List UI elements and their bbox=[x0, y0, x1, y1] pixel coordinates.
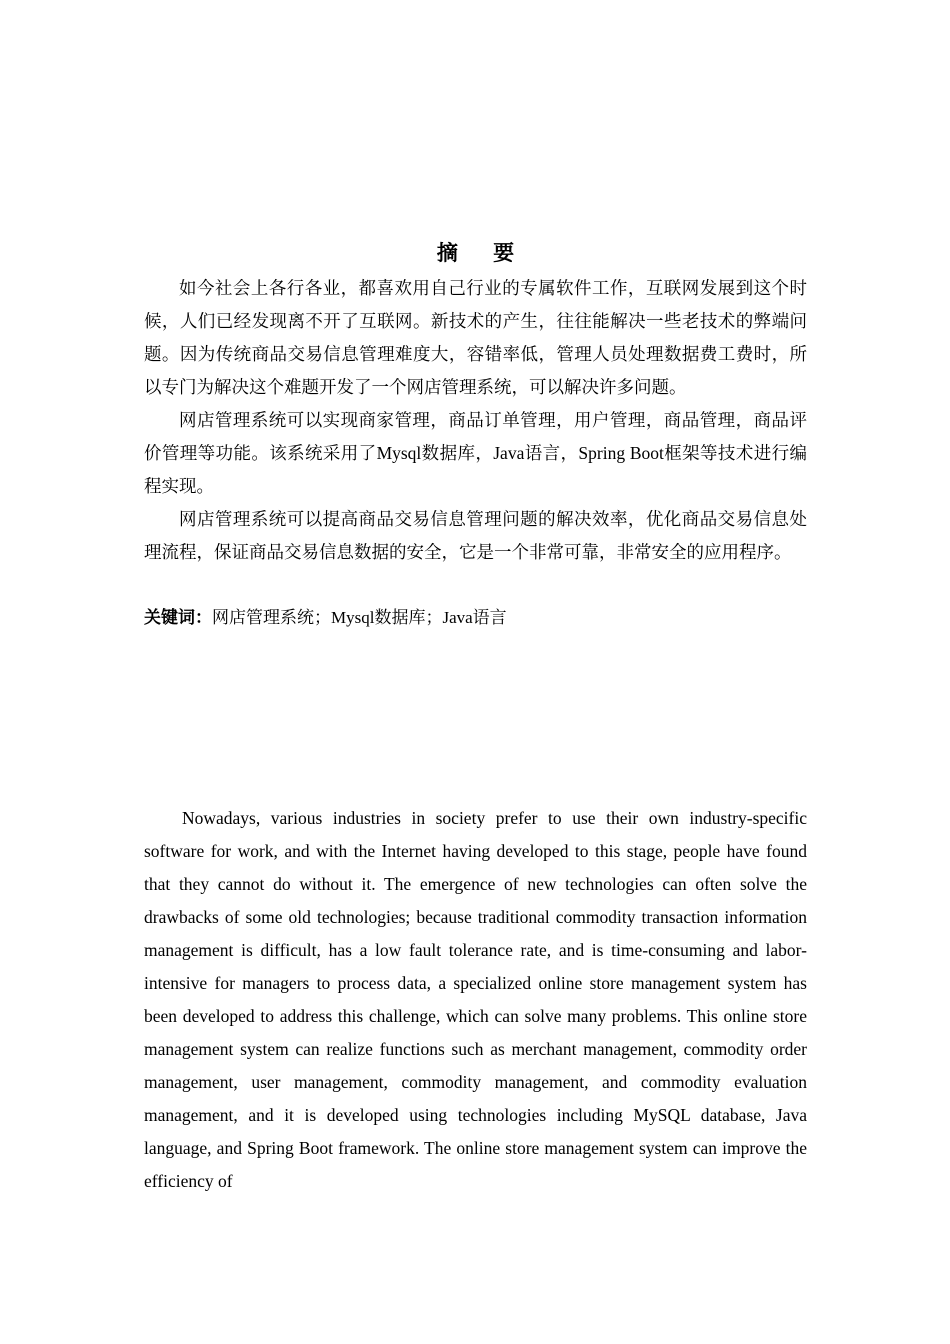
keywords-line bbox=[144, 601, 807, 635]
abstract-title: 摘 要 bbox=[436, 241, 529, 265]
abstract-paragraph-2: 网店管理系统可以实现商家管理，商品订单管理，用户管理，商品管理，商品评价管理等功能。该系统采用了Mysql数据库，Java语言，Spring Boot框架等技术进行编程实现。 bbox=[144, 410, 807, 496]
keywords-text: 网店管理系统；Mysql数据库；Java语言 bbox=[212, 608, 507, 627]
chinese-abstract bbox=[144, 238, 807, 635]
abstract-paragraph-1: 如今社会上各行各业，都喜欢用自己行业的专属软件工作，互联网发展到这个时候，人们已经发现离不开了互联网。新技术的产生，往往能解决一些老技术的弊端问题。因为传统商品交易信息管理难度大，容错率低，管理人员处理数据费工费时，所以专门为解决这个难题开发了一个网店管理系统，可以解决许多问题。 bbox=[144, 278, 807, 397]
english-abstract bbox=[144, 802, 807, 1198]
keywords-label: 关键词： bbox=[144, 608, 212, 628]
english-abstract-paragraph: Nowadays, various industries in society prefer to use their own industry-specific software for work, and with the Internet having developed to this stage, people have found that they cannot do without it. The emergence of new technologies can often solve the drawbacks of some old technologies; because traditional commodity transaction information management is difficult, has a low fault tolerance rate, and is time-consuming and labor-intensive for managers to process data, a specialized online store management system has been developed to address this challenge, which can solve many problems. This online store management system can realize functions such as merchant management, commodity order management, user management, commodity management, and commodity evaluation management, and it is developed using technologies including MySQL database, Java language, and Spring Boot framework. The online store management system can improve the efficiency of bbox=[144, 808, 807, 1191]
abstract-paragraph-3: 网店管理系统可以提高商品交易信息管理问题的解决效率，优化商品交易信息处理流程，保证商品交易信息数据的安全，它是一个非常可靠，非常安全的应用程序。 bbox=[144, 509, 807, 562]
